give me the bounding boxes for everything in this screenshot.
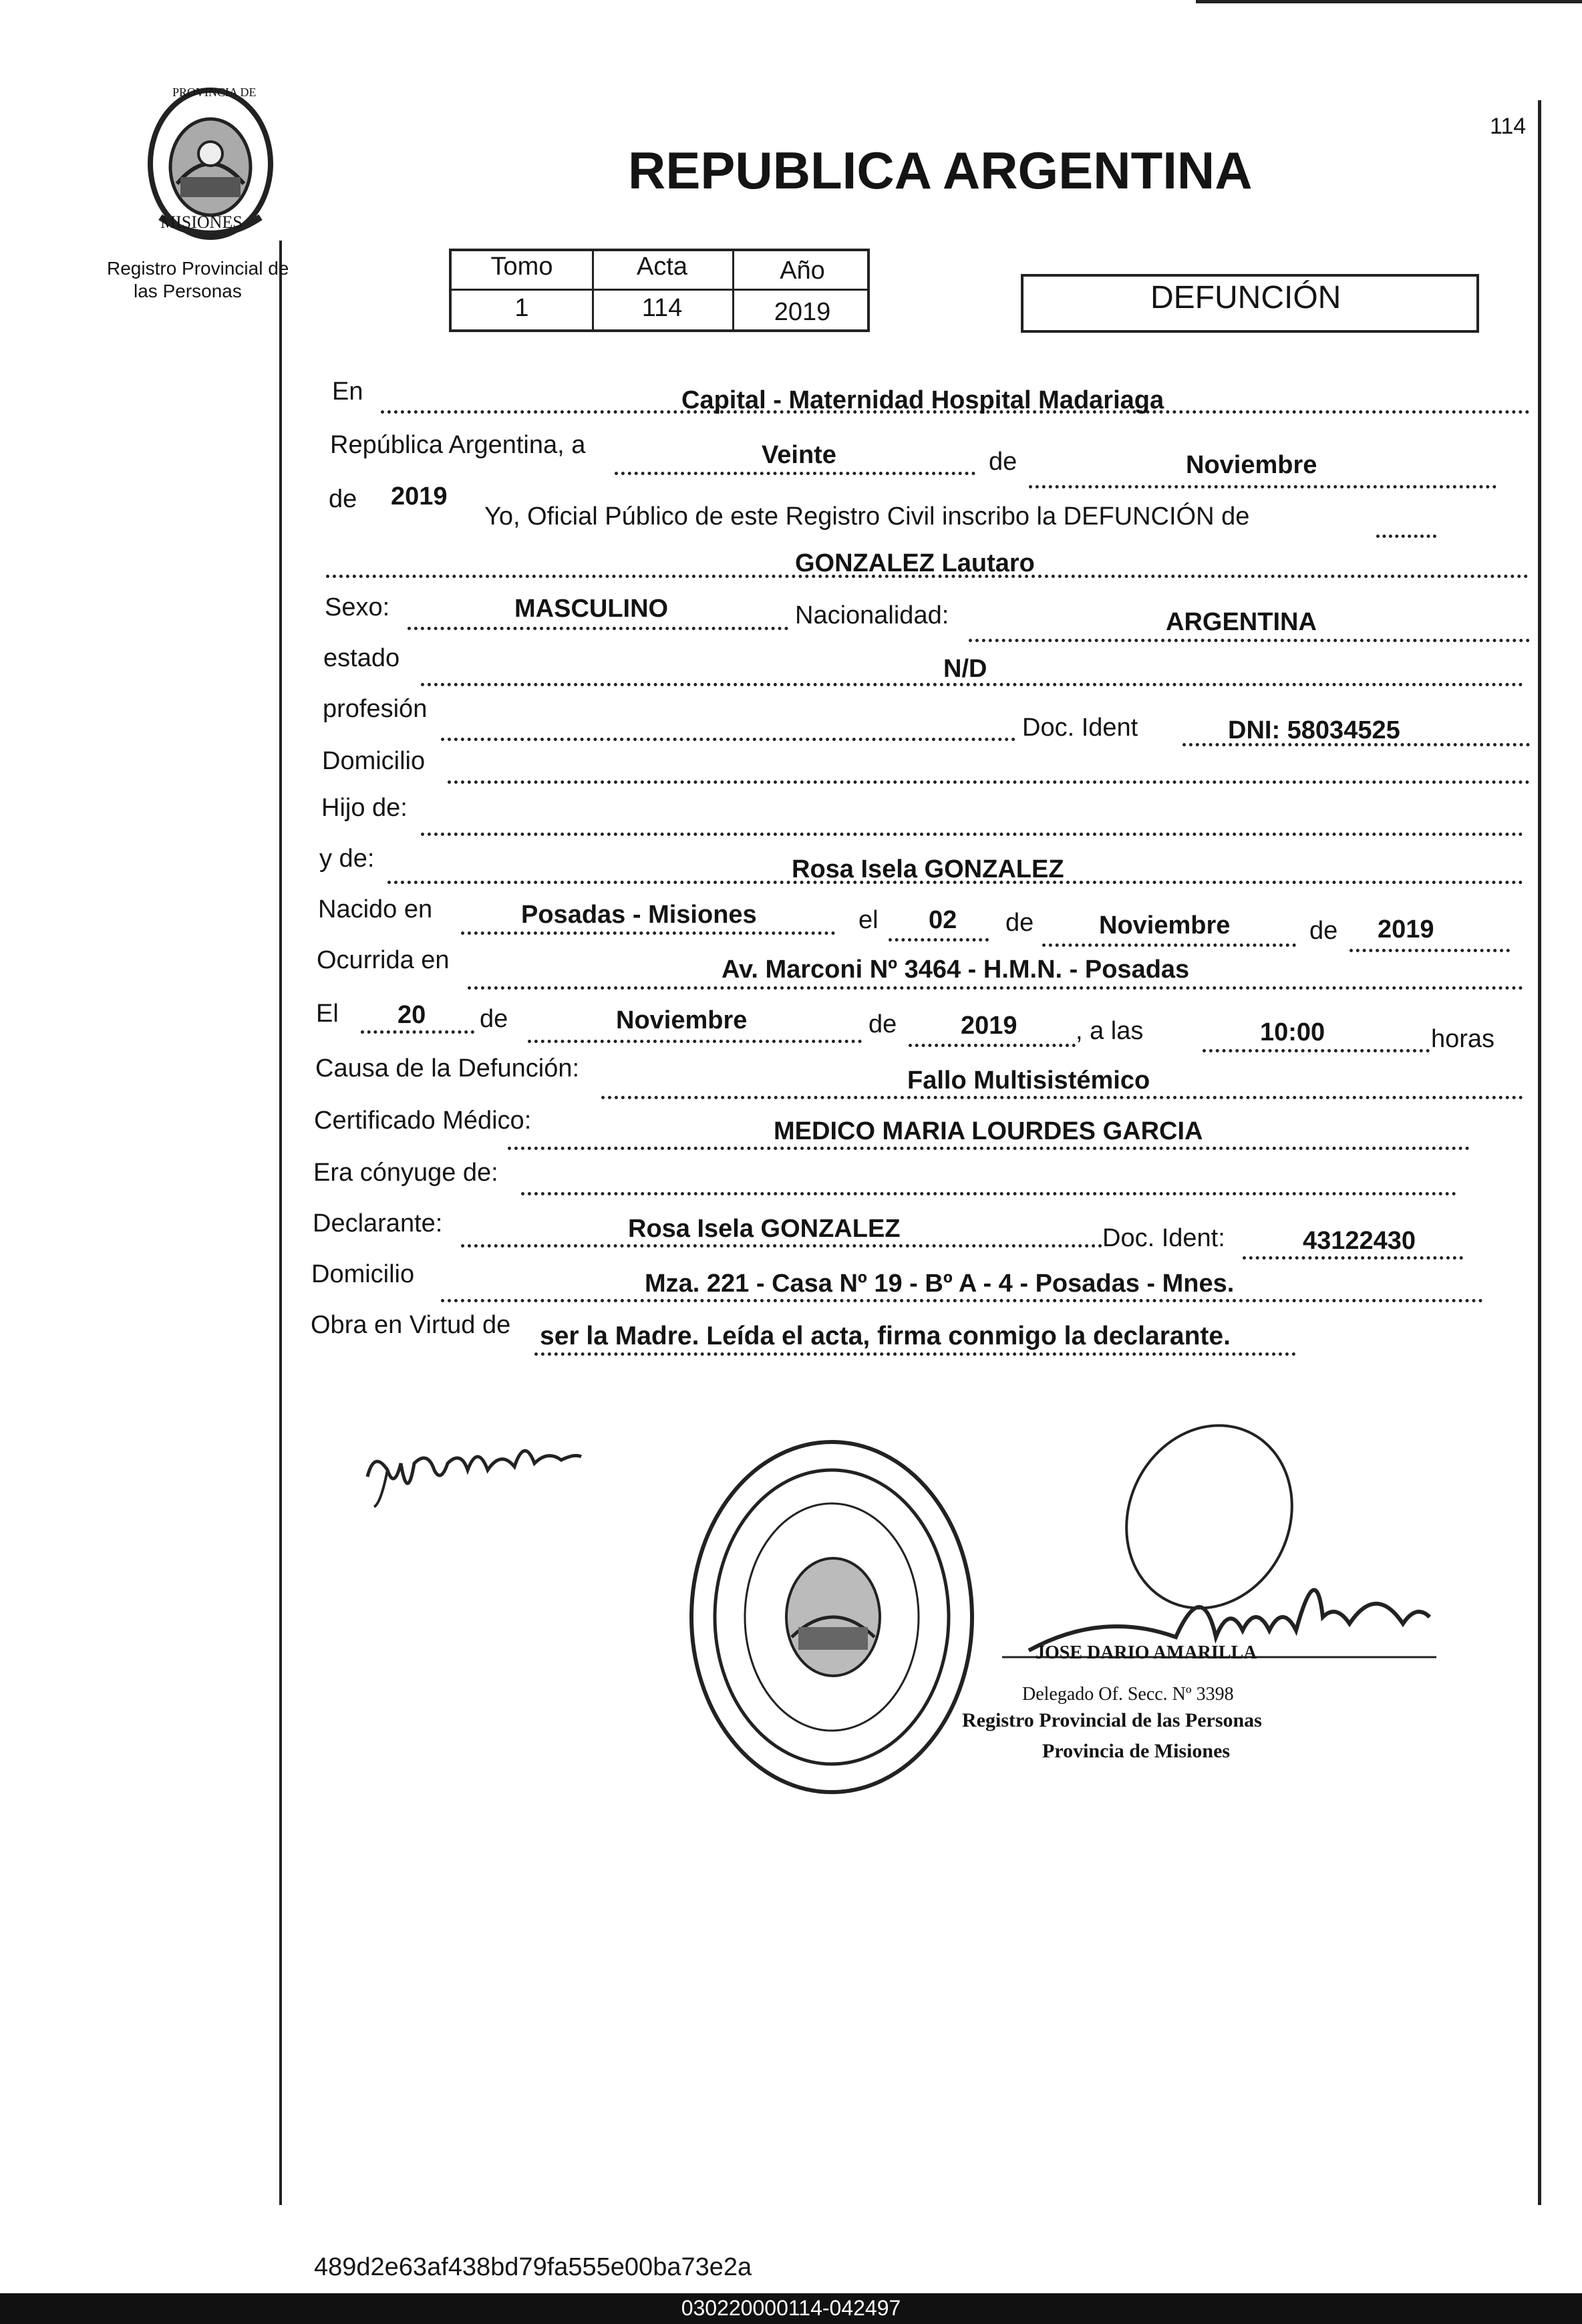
- official-line2: Registro Provincial de las Personas: [962, 1709, 1262, 1731]
- official-line3: Provincia de Misiones: [1042, 1740, 1231, 1762]
- logo-text-bottom: MISIONES: [160, 212, 243, 232]
- death-time: 10:00: [1260, 1018, 1325, 1046]
- sex-value: MASCULINO: [514, 595, 669, 623]
- born-day: 02: [929, 906, 957, 934]
- year-tail-line: [1376, 535, 1436, 538]
- born-month-line: [1042, 943, 1296, 947]
- born-day-line: [889, 938, 989, 941]
- sex-label: Sexo:: [325, 593, 390, 621]
- civil-status-label: estado: [323, 644, 400, 672]
- profession-label: profesión: [323, 695, 428, 723]
- declarant-doc-line: [1243, 1256, 1463, 1260]
- place-value: Capital - Maternidad Hospital Madariaga: [681, 386, 1164, 414]
- cause-value: Fallo Multisistémico: [907, 1066, 1150, 1095]
- table-header-ano: Año: [780, 257, 825, 285]
- death-month-line: [528, 1040, 862, 1043]
- table-value-acta: 114: [641, 294, 683, 322]
- declarant-signature: [361, 1423, 588, 1510]
- domicile-line: [448, 780, 1530, 784]
- official-name: JOSE DARIO AMARILLA: [1036, 1642, 1257, 1663]
- obra-label: Obra en Virtud de: [311, 1311, 511, 1339]
- nationality-value: ARGENTINA: [1166, 608, 1317, 636]
- official-seal: [685, 1437, 979, 1797]
- right-margin-rule: [1538, 100, 1541, 2205]
- child-of-label: Hijo de:: [321, 794, 408, 822]
- death-month: Noviembre: [616, 1006, 748, 1034]
- death-de1: de: [480, 1005, 508, 1033]
- year-value: 2019: [391, 482, 448, 511]
- date-line-label: República Argentina, a: [330, 431, 586, 459]
- official-line1: Delegado Of. Secc. Nº 3398: [1022, 1684, 1234, 1705]
- born-year-line: [1350, 949, 1510, 952]
- footer-code: 030220000114-042497: [681, 2296, 901, 2320]
- year-text: Yo, Oficial Público de este Registro Civil inscribo la DEFUNCIÓN de: [484, 502, 1250, 531]
- born-el: el: [858, 906, 879, 934]
- born-month: Noviembre: [1099, 911, 1231, 939]
- occurred-label: Ocurrida en: [317, 946, 450, 974]
- cause-label: Causa de la Defunción:: [315, 1054, 580, 1082]
- date-day: Veinte: [762, 441, 836, 469]
- place-label: En: [332, 378, 363, 406]
- sex-line: [408, 627, 788, 630]
- declarant-doc-value: 43122430: [1303, 1227, 1416, 1255]
- cause-line: [601, 1096, 1523, 1099]
- born-label: Nacido en: [318, 895, 433, 923]
- table-header-tomo: Tomo: [490, 253, 553, 281]
- declarant-value: Rosa Isela GONZALEZ: [628, 1215, 901, 1243]
- document-title: REPUBLICA ARGENTINA: [628, 141, 1253, 200]
- born-de2: de: [1309, 917, 1338, 945]
- obra-line: [534, 1352, 1296, 1356]
- and-of-value: Rosa Isela GONZALEZ: [792, 855, 1064, 883]
- logo-text-top: PROVINCIA DE: [172, 86, 257, 99]
- record-type: DEFUNCIÓN: [1150, 280, 1341, 315]
- table-value-ano: 2019: [774, 298, 831, 326]
- domicile-label: Domicilio: [322, 747, 426, 775]
- spouse-label: Era cónyuge de:: [313, 1159, 498, 1187]
- death-day-line: [361, 1030, 474, 1034]
- date-month: Noviembre: [1186, 451, 1317, 479]
- table-header-acta: Acta: [636, 253, 688, 281]
- death-el: El: [316, 1000, 339, 1028]
- doc-ident-value: DNI: 58034525: [1228, 716, 1400, 744]
- profession-line: [441, 738, 1015, 741]
- date-month-line: [1029, 485, 1496, 488]
- born-place-line: [461, 931, 835, 935]
- date-de: de: [989, 448, 1017, 476]
- obra-value: ser la Madre. Leída el acta, firma conmigo la declarante.: [540, 1322, 1231, 1350]
- declarant-domicile-value: Mza. 221 - Casa Nº 19 - Bº A - 4 - Posadas - Mnes.: [645, 1270, 1235, 1298]
- page-number: 114: [1490, 114, 1527, 139]
- declarant-label: Declarante:: [313, 1209, 443, 1238]
- year-de: de: [329, 485, 357, 513]
- death-at: , a las: [1076, 1017, 1144, 1045]
- death-de2: de: [868, 1010, 897, 1038]
- born-place: Posadas - Misiones: [521, 901, 757, 929]
- certificate-value: MEDICO MARIA LOURDES GARCIA: [774, 1117, 1203, 1145]
- occurred-line: [468, 986, 1523, 990]
- occurred-value: Av. Marconi Nº 3464 - H.M.N. - Posadas: [722, 956, 1190, 984]
- and-of-label: y de:: [319, 845, 375, 873]
- declarant-doc-label: Doc. Ident:: [1102, 1224, 1225, 1252]
- born-de1: de: [1005, 909, 1034, 937]
- certificate-line: [508, 1147, 1470, 1150]
- death-time-line: [1203, 1049, 1430, 1052]
- registry-name-line1: Registro Provincial de: [107, 258, 289, 279]
- death-year: 2019: [961, 1012, 1017, 1040]
- declarant-domicile-label: Domicilio: [311, 1260, 415, 1288]
- declarant-line: [461, 1244, 1102, 1248]
- left-margin-rule: [279, 241, 282, 2205]
- table-value-tomo: 1: [514, 294, 529, 322]
- death-year-line: [909, 1044, 1076, 1047]
- child-of-line: [421, 833, 1523, 836]
- top-edge-rule: [1196, 0, 1582, 3]
- certificate-label: Certificado Médico:: [314, 1107, 532, 1135]
- doc-ident-label: Doc. Ident: [1022, 714, 1138, 742]
- born-year: 2019: [1378, 915, 1434, 943]
- civil-status-value: N/D: [943, 655, 987, 683]
- date-day-line: [615, 472, 975, 475]
- document-hash: 489d2e63af438bd79fa555e00ba73e2a: [314, 2253, 752, 2281]
- death-hours: horas: [1431, 1025, 1495, 1053]
- spouse-line: [521, 1192, 1456, 1195]
- nationality-line: [969, 639, 1530, 642]
- registry-name-line2: las Personas: [134, 281, 242, 301]
- nationality-label: Nacionalidad:: [795, 601, 949, 629]
- death-day: 20: [398, 1001, 426, 1029]
- declarant-domicile-line: [441, 1299, 1483, 1302]
- deceased-name: GONZALEZ Lautaro: [795, 549, 1035, 577]
